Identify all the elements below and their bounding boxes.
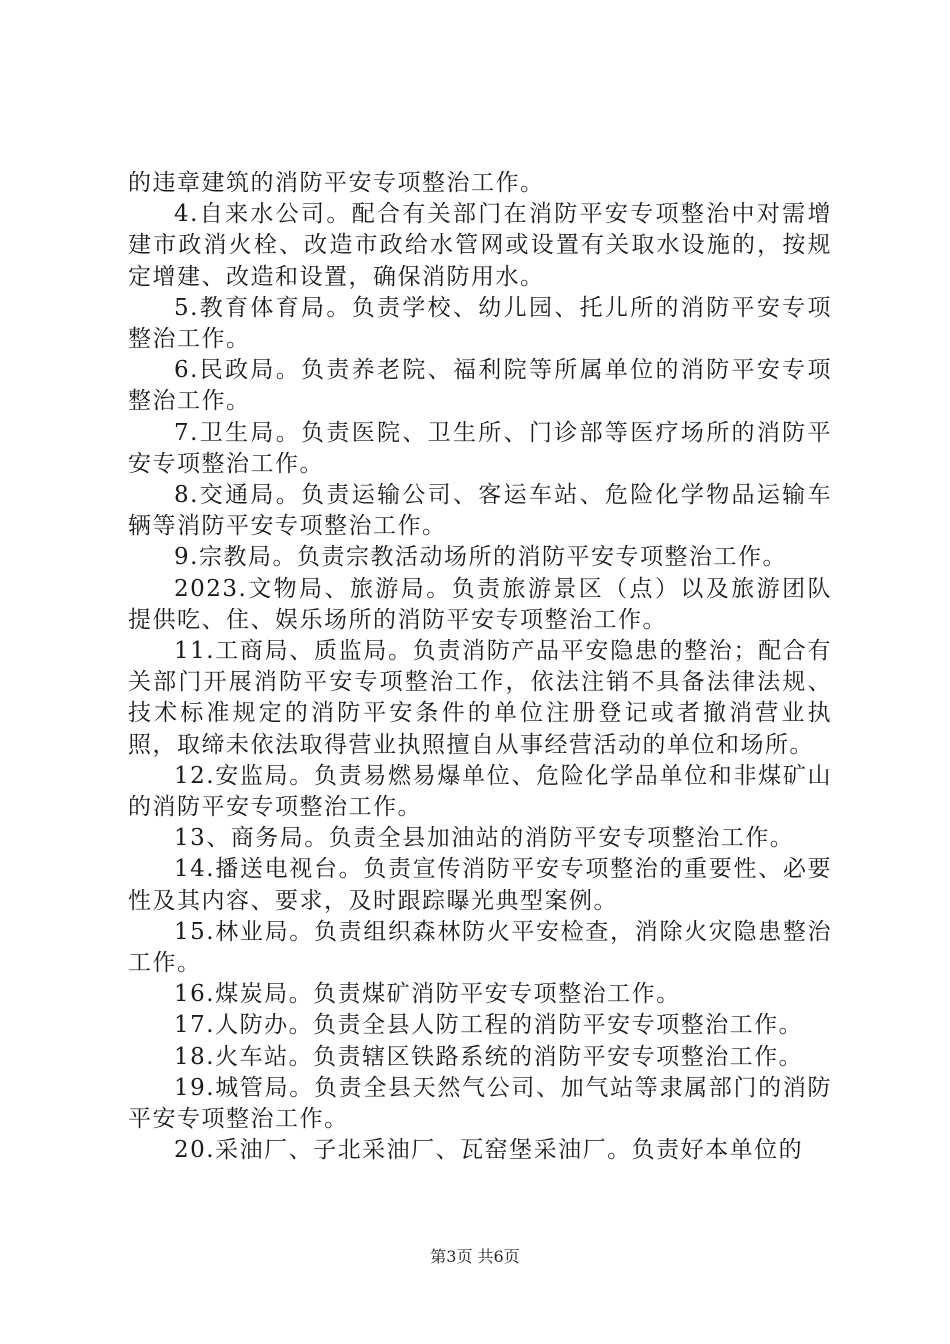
paragraph-item-13: 13、商务局。负责全县加油站的消防平安专项整治工作。 <box>174 825 795 852</box>
paragraph-item-15: 15.林业局。负责组织森林防火平安检查，消除火灾隐患整治工作。 <box>128 918 832 977</box>
paragraph-item-5: 5.教育体育局。负责学校、幼儿园、托儿所的消防平安专项整治工作。 <box>128 294 832 353</box>
paragraph-item-9: 9.宗教局。负责宗教活动场所的消防平安专项整治工作。 <box>174 544 787 571</box>
paragraph-item-7: 7.卫生局。负责医院、卫生所、门诊部等医疗场所的消防平安专项整治工作。 <box>128 419 832 477</box>
paragraph-continuation: 的违章建筑的消防平安专项整治工作。 <box>128 170 545 196</box>
paragraph-item-20: 20.采油厂、子北采油厂、瓦窑堡采油厂。负责好本单位的 <box>174 1137 804 1164</box>
paragraph-item-18: 18.火车站。负责辖区铁路系统的消防平安专项整治工作。 <box>174 1043 804 1070</box>
paragraph-item-6: 6.民政局。负责养老院、福利院等所属单位的消防平安专项整治工作。 <box>128 357 832 415</box>
paragraph-item-17: 17.人防办。负责全县人防工程的消防平安专项整治工作。 <box>174 1012 804 1039</box>
paragraph-item-12: 12.安监局。负责易燃易爆单位、危险化学品单位和非煤矿山的消防平安专项整治工作。 <box>128 762 832 821</box>
paragraph-item-10: 2023.文物局、旅游局。负责旅游景区（点）以及旅游团队提供吃、住、娱乐场所的消防平安专项整治工作。 <box>128 575 832 633</box>
paragraph-item-8: 8.交通局。负责运输公司、客运车站、危险化学物品运输车辆等消防平安专项整治工作。 <box>128 482 832 540</box>
paragraph-item-16: 16.煤炭局。负责煤矿消防平安专项整治工作。 <box>174 981 681 1008</box>
paragraph-item-19: 19.城管局。负责全县天然气公司、加气站等隶属部门的消防平安专项整治工作。 <box>128 1074 832 1133</box>
page-number-indicator: 第3页 共6页 <box>430 1247 520 1266</box>
page-footer <box>0 1244 950 1267</box>
document-body <box>128 168 832 1167</box>
paragraph-item-4: 4.自来水公司。配合有关部门在消防平安专项整治中对需增建市政消火栓、改造市政给水管网或设置有关取水设施的，按规定增建、改造和设置，确保消防用水。 <box>128 201 832 290</box>
paragraph-item-11: 11.工商局、质监局。负责消防产品平安隐患的整治；配合有关部门开展消防平安专项整治工作，依法注销不具备法律法规、技术标准规定的消防平安条件的单位注册登记或者撤消营业执照，取缔未依法取得营业执照擅自从事经营活动的单位和场所。 <box>128 638 832 758</box>
paragraph-item-14: 14.播送电视台。负责宣传消防平安专项整治的重要性、必要性及其内容、要求，及时跟踪曝光典型案例。 <box>128 856 832 914</box>
